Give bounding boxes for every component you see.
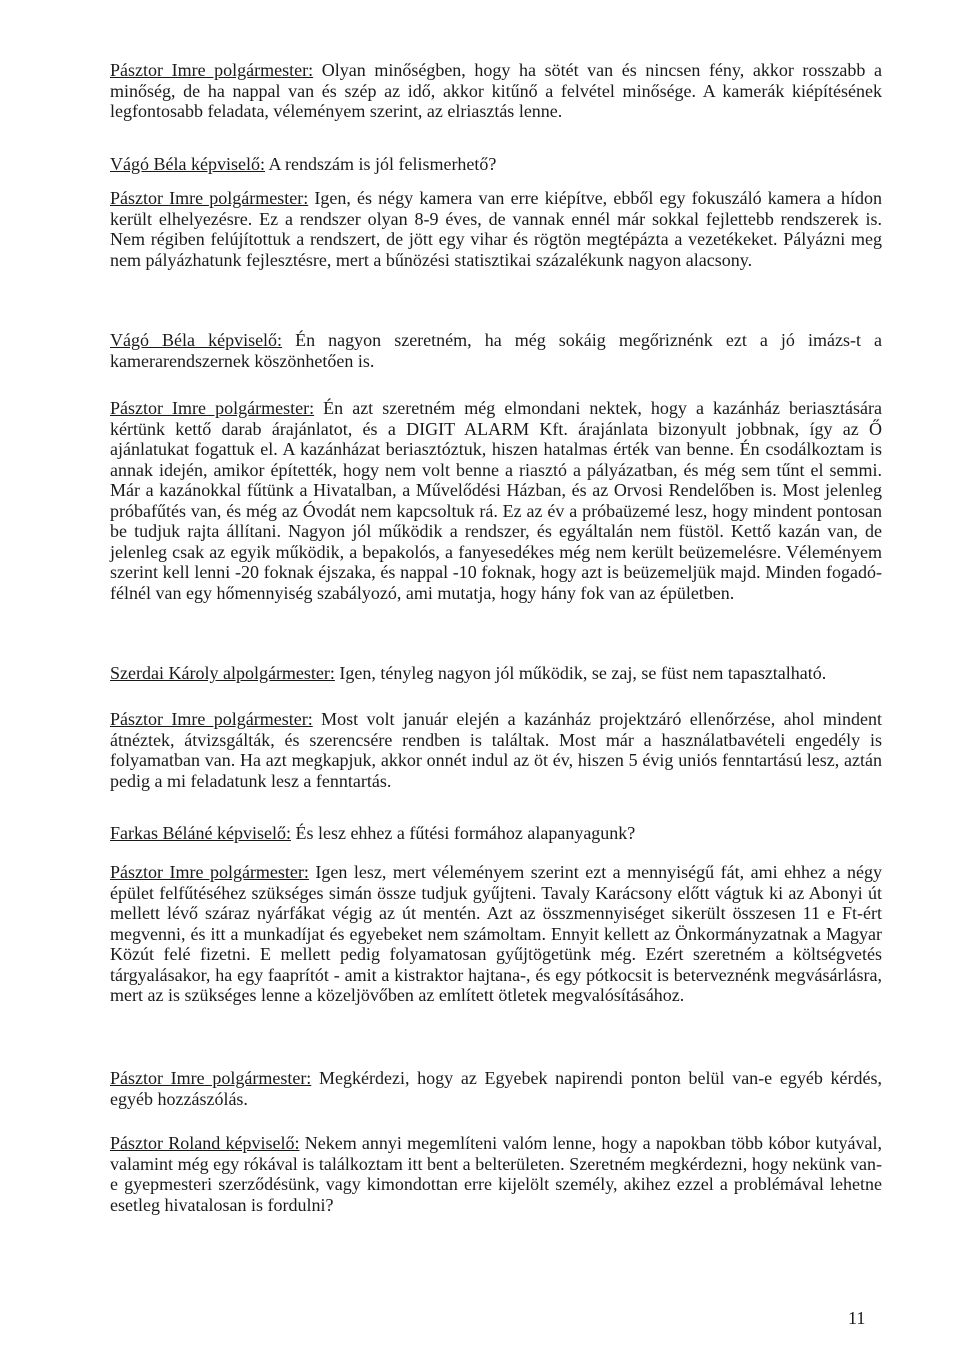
paragraph-text: Megkérdezi, hogy az Egyebek napirendi ponton belül van-e egyéb kérdés, egyéb hozzászólás. [110,1068,882,1109]
paragraph-text: Most volt január elején a kazánház projektzáró ellenőrzése, ahol mindent átnéztek, átvizsgálták, és szerencsére rendben is találtak. Most már a használatbavételi engedély is folyamatban van. Ha azt megkapjuk, akkor onnét indul az öt év, hiszen 5 évig uniós fenntartású lesz, aztán pedig a mi feladatunk lesz a fenntartás. [110,709,882,791]
speaker-name: Pásztor Imre polgármester: [110,60,314,80]
speaker-name: Pásztor Imre polgármester: [110,398,315,418]
paragraph-text: Én azt szeretném még elmondani nektek, hogy a kazánház beriasztására kértünk kettő darab árajánlatot, és a DIGIT ALARM Kft. árajánlata bizonyult jobbnak, így az Ő ajánlatukat fogattuk el. A kazánházat beriasztóztuk, hiszen hatalmas érték van benne. Én csodálkoztam is annak idején, amikor építették, hogy nem volt benne a riasztó a pályázatban, és még sem tűnt el semmi. Már a kazánokkal fűtünk a Hivatalban, a Művelődési Házban, és az Orvosi Rendelőben is. Most jelenleg próbafűtés van, és még az Óvodát nem kapcsoltuk rá. Ez az év a próbaüzemé lesz, hogy mindent pontosan be tudjuk rajta állítani. Nagyon jól működik a rendszer, és egyáltalán nem füstöl. Kettő kazán van, de jelenleg csak az egyik működik, a bepakolós, a fanyesedékes még nem került beüzemelésre. Véleményem szerint kell lenni -20 foknak éjszaka, és nappal -10 foknak, hogy azt is beüzemeljük majd. Minden fogadó-félnél van egy hőmennyiség szabályozó, ami mutatja, hogy hány fok van az épületben. [110,398,882,603]
paragraph-text: Olyan minőségben, hogy ha sötét van és nincsen fény, akkor rosszabb a minőség, de ha nappal van és szép az idő, akkor kitűnő a felvétel minősége. A kamerák kiépítésének legfontosabb feladata, véleményem szerint, az elriasztás lenne. [110,60,883,121]
page-number: 11 [848,1308,866,1328]
paragraph-6 [110,663,882,684]
paragraph-text: Igen, tényleg nagyon jól működik, se zaj, se füst nem tapasztalható. [334,663,827,683]
paragraph-8 [110,823,882,844]
paragraph-text: Nekem annyi megemlíteni valóm lenne, hogy a napokban több kóbor kutyával, valamint még egy rókával is találkoztam itt bent a belterületen. Szeretném megkérdezni, hogy nekünk van-e gyepmesteri szerződésünk, vagy kimondottan erre kijelölt személy, akihez ezzel a problémával lehetne esetleg hivatalosan is fordulni? [110,1133,882,1215]
speaker-name: Pásztor Imre polgármester: [110,1068,312,1088]
paragraph-4 [110,330,882,371]
speaker-name: Pásztor Imre polgármester: [110,709,313,729]
paragraph-text: A rendszám is jól felismerhető? [264,154,497,174]
paragraph-11 [110,1133,882,1215]
speaker-name: Pásztor Imre polgármester: [110,862,309,882]
paragraph-1 [110,60,882,122]
paragraph-9 [110,862,882,1006]
paragraph-5 [110,398,882,603]
speaker-name: Vágó Béla képviselő: [110,330,283,350]
speaker-name: Pásztor Roland képviselő: [110,1133,300,1153]
paragraph-text: Én nagyon szeretném, ha még sokáig megőriznénk ezt a jó imázs-t a kamerarendszernek köszönhetően is. [110,330,882,371]
paragraph-text: Igen, és négy kamera van erre kiépítve, ebből egy fokuszáló kamera a hídon került elhelyezésre. Ez a rendszer olyan 8-9 éves, de vannak ennél már sokkal fejlettebb rendszerek is. Nem régiben felújítottuk a rendszert, de jött egy vihar és rögtön megtépázta a vezetékeket. Pályázni meg nem pályázhatunk fejlesztésre, mert a bűnözési statisztikai százalékunk nagyon alacsony. [110,188,883,270]
paragraph-text: És lesz ehhez a fűtési formához alapanyagunk? [290,823,636,843]
paragraph-7 [110,709,882,791]
speaker-name: Pásztor Imre polgármester: [110,188,309,208]
paragraph-text: Igen lesz, mert véleményem szerint ezt a mennyiségű fát, ami ehhez a négy épület felfűtéséhez szükséges simán össze tudjuk gyűjteni. Tavaly Karácsony előtt vágtuk ki az Abonyi út mellett lévő száraz nyárfákat végig az út mentén. Azt az összmennyiséget sikerült összesen 11 e Ft-ért megvenni, és itt a munkadíjat és egyebeket nem számoltam. Ennyit kellett az Önkormányzatnak a Magyar Közút felé fizetni. E mellett pedig folyamatosan gyűjtögetünk még. Ezért szeretném a költségvetés tárgyalásakor, ha egy faaprítót - amit a kistraktor hajtana-, és egy pótkocsit is beterveznénk megvásárlásra, mert az is szükséges lenne a közeljövőben az említett ötletek megvalósításához. [110,862,882,1005]
paragraph-2 [110,154,882,175]
speaker-name: Vágó Béla képviselő: [110,154,265,174]
speaker-name: Farkas Béláné képviselő: [110,823,291,843]
speaker-name: Szerdai Károly alpolgármester: [110,663,335,683]
paragraph-3 [110,188,882,270]
paragraph-10 [110,1068,882,1109]
